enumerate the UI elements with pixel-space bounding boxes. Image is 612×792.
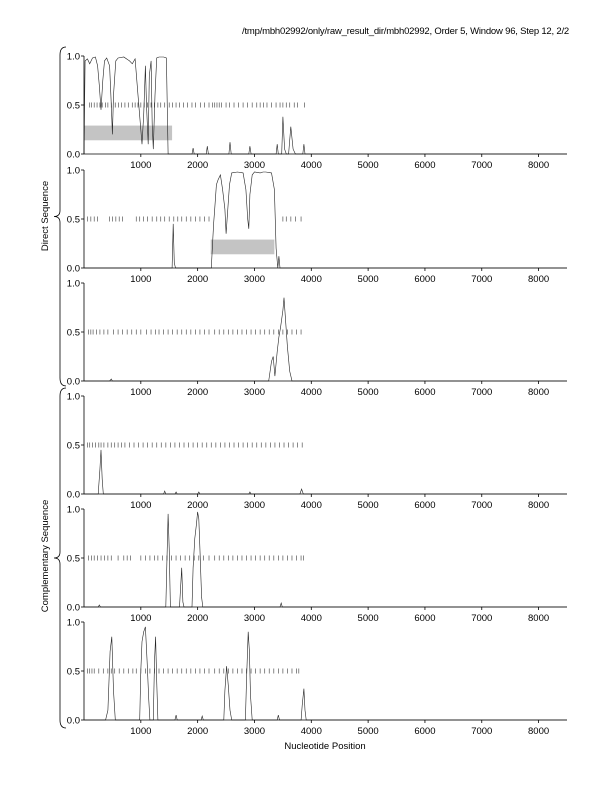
x-tick-label: 1000 — [130, 726, 152, 737]
y-tick-label: 0.0 — [66, 263, 80, 275]
y-tick-label: 0.0 — [66, 602, 80, 614]
y-tick-label: 0.5 — [66, 553, 80, 565]
x-tick-label: 3000 — [243, 500, 266, 511]
x-tick-label: 6000 — [414, 500, 436, 511]
y-tick-label: 1.0 — [66, 278, 80, 290]
y-tick-label: 0.0 — [66, 489, 80, 501]
y-tick-label: 0.5 — [66, 440, 80, 452]
x-tick-label: 2000 — [187, 274, 209, 285]
x-tick-label: 4000 — [300, 500, 322, 511]
series-line — [84, 450, 567, 494]
x-tick-label: 7000 — [471, 387, 493, 398]
x-tick-label: 4000 — [300, 274, 322, 285]
x-tick-label: 3000 — [243, 613, 266, 624]
x-tick-label: 7000 — [471, 726, 493, 737]
x-tick-label: 5000 — [357, 160, 379, 171]
x-tick-label: 2000 — [187, 726, 209, 737]
x-tick-label: 1000 — [130, 274, 152, 285]
x-tick-label: 8000 — [528, 613, 550, 624]
x-tick-label: 7000 — [471, 160, 493, 171]
x-tick-label: 8000 — [528, 274, 550, 285]
x-tick-label: 5000 — [357, 500, 379, 511]
y-tick-label: 0.5 — [66, 214, 80, 226]
x-tick-label: 5000 — [357, 274, 379, 285]
x-tick-label: 4000 — [300, 726, 322, 737]
direct-sequence-brace — [54, 47, 66, 386]
x-tick-label: 5000 — [357, 613, 379, 624]
x-tick-label: 6000 — [414, 160, 436, 171]
x-tick-label: 4000 — [300, 387, 322, 398]
x-tick-label: 7000 — [471, 274, 493, 285]
x-tick-label: 8000 — [528, 160, 550, 171]
x-tick-label: 1000 — [130, 160, 152, 171]
x-tick-label: 5000 — [357, 387, 379, 398]
group-label-direct: Direct Sequence — [40, 180, 51, 252]
x-tick-label: 1000 — [130, 500, 152, 511]
x-tick-label: 3000 — [243, 387, 266, 398]
x-tick-label: 4000 — [300, 613, 322, 624]
x-tick-label: 1000 — [130, 387, 152, 398]
y-tick-label: 1.0 — [66, 391, 80, 403]
x-tick-label: 6000 — [414, 387, 436, 398]
x-tick-label: 3000 — [243, 726, 266, 737]
x-tick-label: 5000 — [357, 726, 379, 737]
x-tick-label: 3000 — [243, 160, 266, 171]
x-tick-label: 3000 — [243, 274, 266, 285]
x-tick-label: 7000 — [471, 500, 493, 511]
series-line — [84, 512, 567, 607]
y-tick-label: 0.0 — [66, 149, 80, 161]
x-tick-label: 8000 — [528, 726, 550, 737]
x-tick-label: 6000 — [414, 274, 436, 285]
series-line — [84, 627, 567, 720]
feature-bar — [84, 126, 172, 141]
y-tick-label: 1.0 — [66, 617, 80, 629]
x-tick-label: 2000 — [187, 160, 209, 171]
complementary-sequence-brace — [54, 388, 66, 728]
x-tick-label: 1000 — [130, 613, 152, 624]
x-axis-label: Nucleotide Position — [284, 741, 366, 752]
x-tick-label: 8000 — [528, 387, 550, 398]
x-tick-label: 6000 — [414, 613, 436, 624]
y-tick-label: 0.5 — [66, 327, 80, 339]
x-tick-label: 2000 — [187, 500, 209, 511]
x-tick-label: 2000 — [187, 387, 209, 398]
group-label-complementary: Complementary Sequence — [40, 499, 51, 613]
x-tick-label: 2000 — [187, 613, 209, 624]
x-tick-label: 8000 — [528, 500, 550, 511]
y-tick-label: 0.0 — [66, 715, 80, 727]
y-tick-label: 0.0 — [66, 376, 80, 388]
x-tick-label: 6000 — [414, 726, 436, 737]
series-line — [84, 298, 567, 381]
x-tick-label: 7000 — [471, 613, 493, 624]
feature-bar — [211, 240, 275, 255]
page-title: /tmp/mbh02992/only/raw_result_dir/mbh02992, Order 5, Window 96, Step 12, 2/2 — [242, 26, 569, 37]
y-tick-label: 1.0 — [66, 165, 80, 177]
x-tick-label: 4000 — [300, 160, 322, 171]
y-tick-label: 1.0 — [66, 504, 80, 516]
y-tick-label: 1.0 — [66, 51, 80, 63]
y-tick-label: 0.5 — [66, 666, 80, 678]
y-tick-label: 0.5 — [66, 100, 80, 112]
